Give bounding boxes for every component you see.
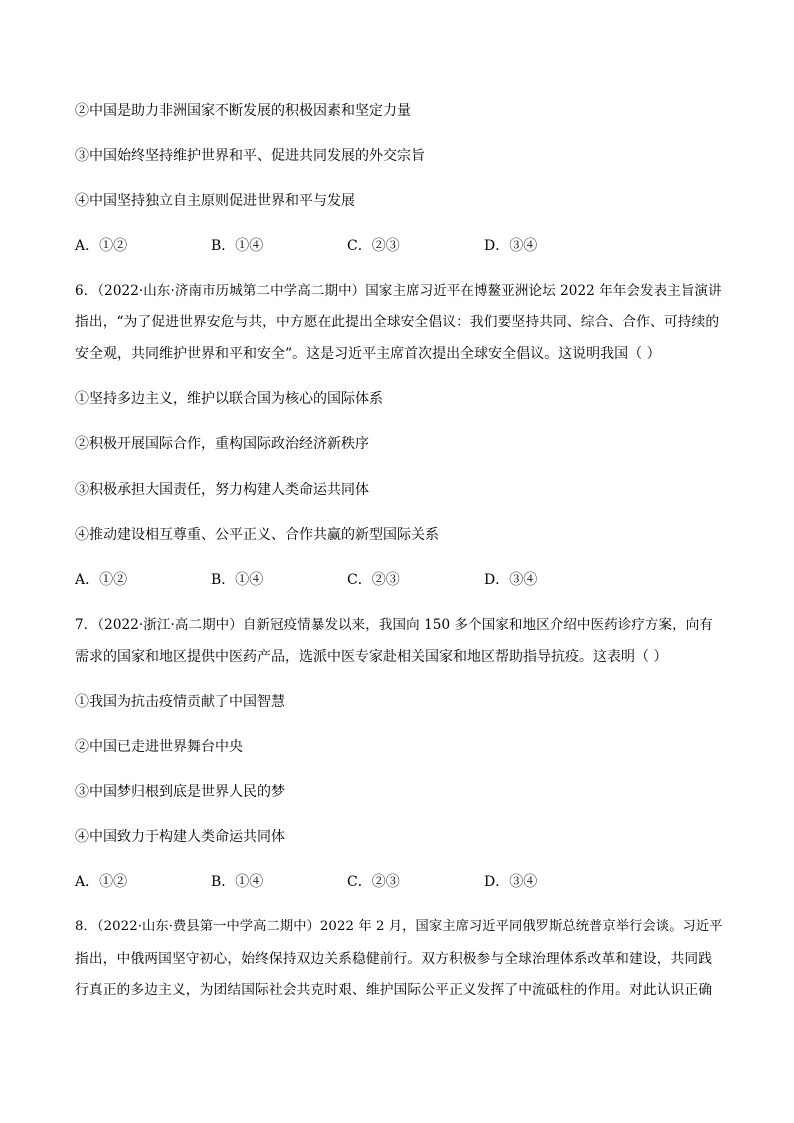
q7-option-b[interactable]: B．①④	[211, 874, 264, 890]
q6-stem-line-1: 6．（2022·山东·济南市历城第二中学高二期中）国家主席习近平在博鳌亚洲论坛 2022 年年会发表主旨演讲	[75, 283, 722, 299]
q7-option-d[interactable]: D．③④	[484, 874, 538, 890]
q6-stem-line-3: 安全观，共同维护世界和平和安全”。这是习近平主席首次提出全球安全倡议。这说明我国（ ）	[75, 346, 661, 362]
q8-stem-line-1: 8．（2022·山东·费县第一中学高二期中）2022 年 2 月，国家主席习近平同俄罗斯总统普京举行会谈。习近平	[75, 919, 723, 934]
q5-option-a[interactable]: A．①②	[75, 238, 128, 254]
q7-option-a[interactable]: A．①②	[75, 874, 128, 890]
q6-item-4: ④推动建设相互尊重、公平正义、合作共赢的新型国际关系	[75, 527, 439, 543]
q6-option-d[interactable]: D．③④	[484, 572, 538, 588]
q5-options	[75, 237, 635, 255]
q5-option-c[interactable]: C．②③	[347, 238, 400, 254]
q8-stem-line-2: 指出，中俄两国坚守初心，始终保持双边关系稳健前行。双方积极参与全球治理体系改革和建设，共同践	[75, 951, 713, 967]
q7-item-1: ①我国为抗击疫情贡献了中国智慧	[75, 694, 285, 710]
q5-item-4: ④中国坚持独立自主原则促进世界和平与发展	[75, 193, 355, 209]
q6-item-2: ②积极开展国际合作，重构国际政治经济新秩序	[75, 436, 369, 452]
q5-item-2: ②中国是助力非洲国家不断发展的积极因素和坚定力量	[75, 103, 411, 119]
q7-item-2: ②中国已走进世界舞台中央	[75, 739, 243, 755]
q7-stem-line-1: 7．（2022·浙江·高二期中）自新冠疫情暴发以来，我国向 150 多个国家和地区介绍中医药诊疗方案，向有	[75, 617, 713, 633]
q5-option-b[interactable]: B．①④	[211, 238, 264, 254]
q7-item-4: ④中国致力于构建人类命运共同体	[75, 829, 285, 845]
q8-stem-line-3: 行真正的多边主义，为团结国际社会共克时艰、维护国际公平正义发挥了中流砥柱的作用。对此认识正确	[75, 982, 713, 998]
q6-item-1: ①坚持多边主义，维护以联合国为核心的国际体系	[75, 391, 383, 407]
q7-options	[75, 873, 635, 891]
q6-option-c[interactable]: C．②③	[347, 572, 400, 588]
q5-option-d[interactable]: D．③④	[484, 238, 538, 254]
q7-item-3: ③中国梦归根到底是世界人民的梦	[75, 784, 285, 800]
q6-stem-line-2: 指出，“为了促进世界安危与共，中方愿在此提出全球安全倡议：我们要坚持共同、综合、合作、可持续的	[75, 314, 720, 330]
q7-option-c[interactable]: C．②③	[347, 874, 400, 890]
q6-options	[75, 571, 635, 589]
q6-option-b[interactable]: B．①④	[211, 572, 264, 588]
q6-option-a[interactable]: A．①②	[75, 572, 128, 588]
q5-item-3: ③中国始终坚持维护世界和平、促进共同发展的外交宗旨	[75, 148, 425, 164]
q7-stem-line-2: 需求的国家和地区提供中医药产品，选派中医专家赴相关国家和地区帮助指导抗疫。这表明（ ）	[75, 649, 668, 665]
q6-item-3: ③积极承担大国责任，努力构建人类命运共同体	[75, 482, 369, 498]
